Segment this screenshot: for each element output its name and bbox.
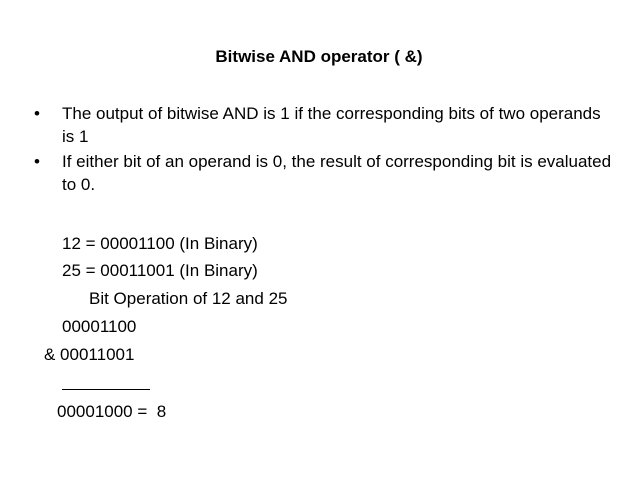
example-operation-label: Bit Operation of 12 and 25 (89, 289, 288, 308)
example-operand-2: & 00011001 (44, 345, 135, 364)
bullet-text: If either bit of an operand is 0, the result of corresponding bit is evaluated to 0. (62, 152, 612, 194)
example-line-12-binary: 12 = 00001100 (In Binary) (62, 234, 258, 253)
bullet-text: The output of bitwise AND is 1 if the corresponding bits of two operands is 1 (62, 104, 601, 146)
example-result: 00001000 = 8 (57, 402, 167, 421)
bullet-item (34, 102, 614, 148)
bullet-marker: • (34, 104, 40, 123)
bullet-item (34, 150, 614, 196)
result-underline (62, 389, 150, 390)
example-line-25-binary: 25 = 00011001 (In Binary) (62, 261, 258, 280)
bullet-marker: • (34, 152, 40, 171)
bullet-list (34, 102, 614, 198)
example-operand-1: 00001100 (62, 317, 137, 336)
slide-title: Bitwise AND operator ( &) (215, 47, 423, 66)
